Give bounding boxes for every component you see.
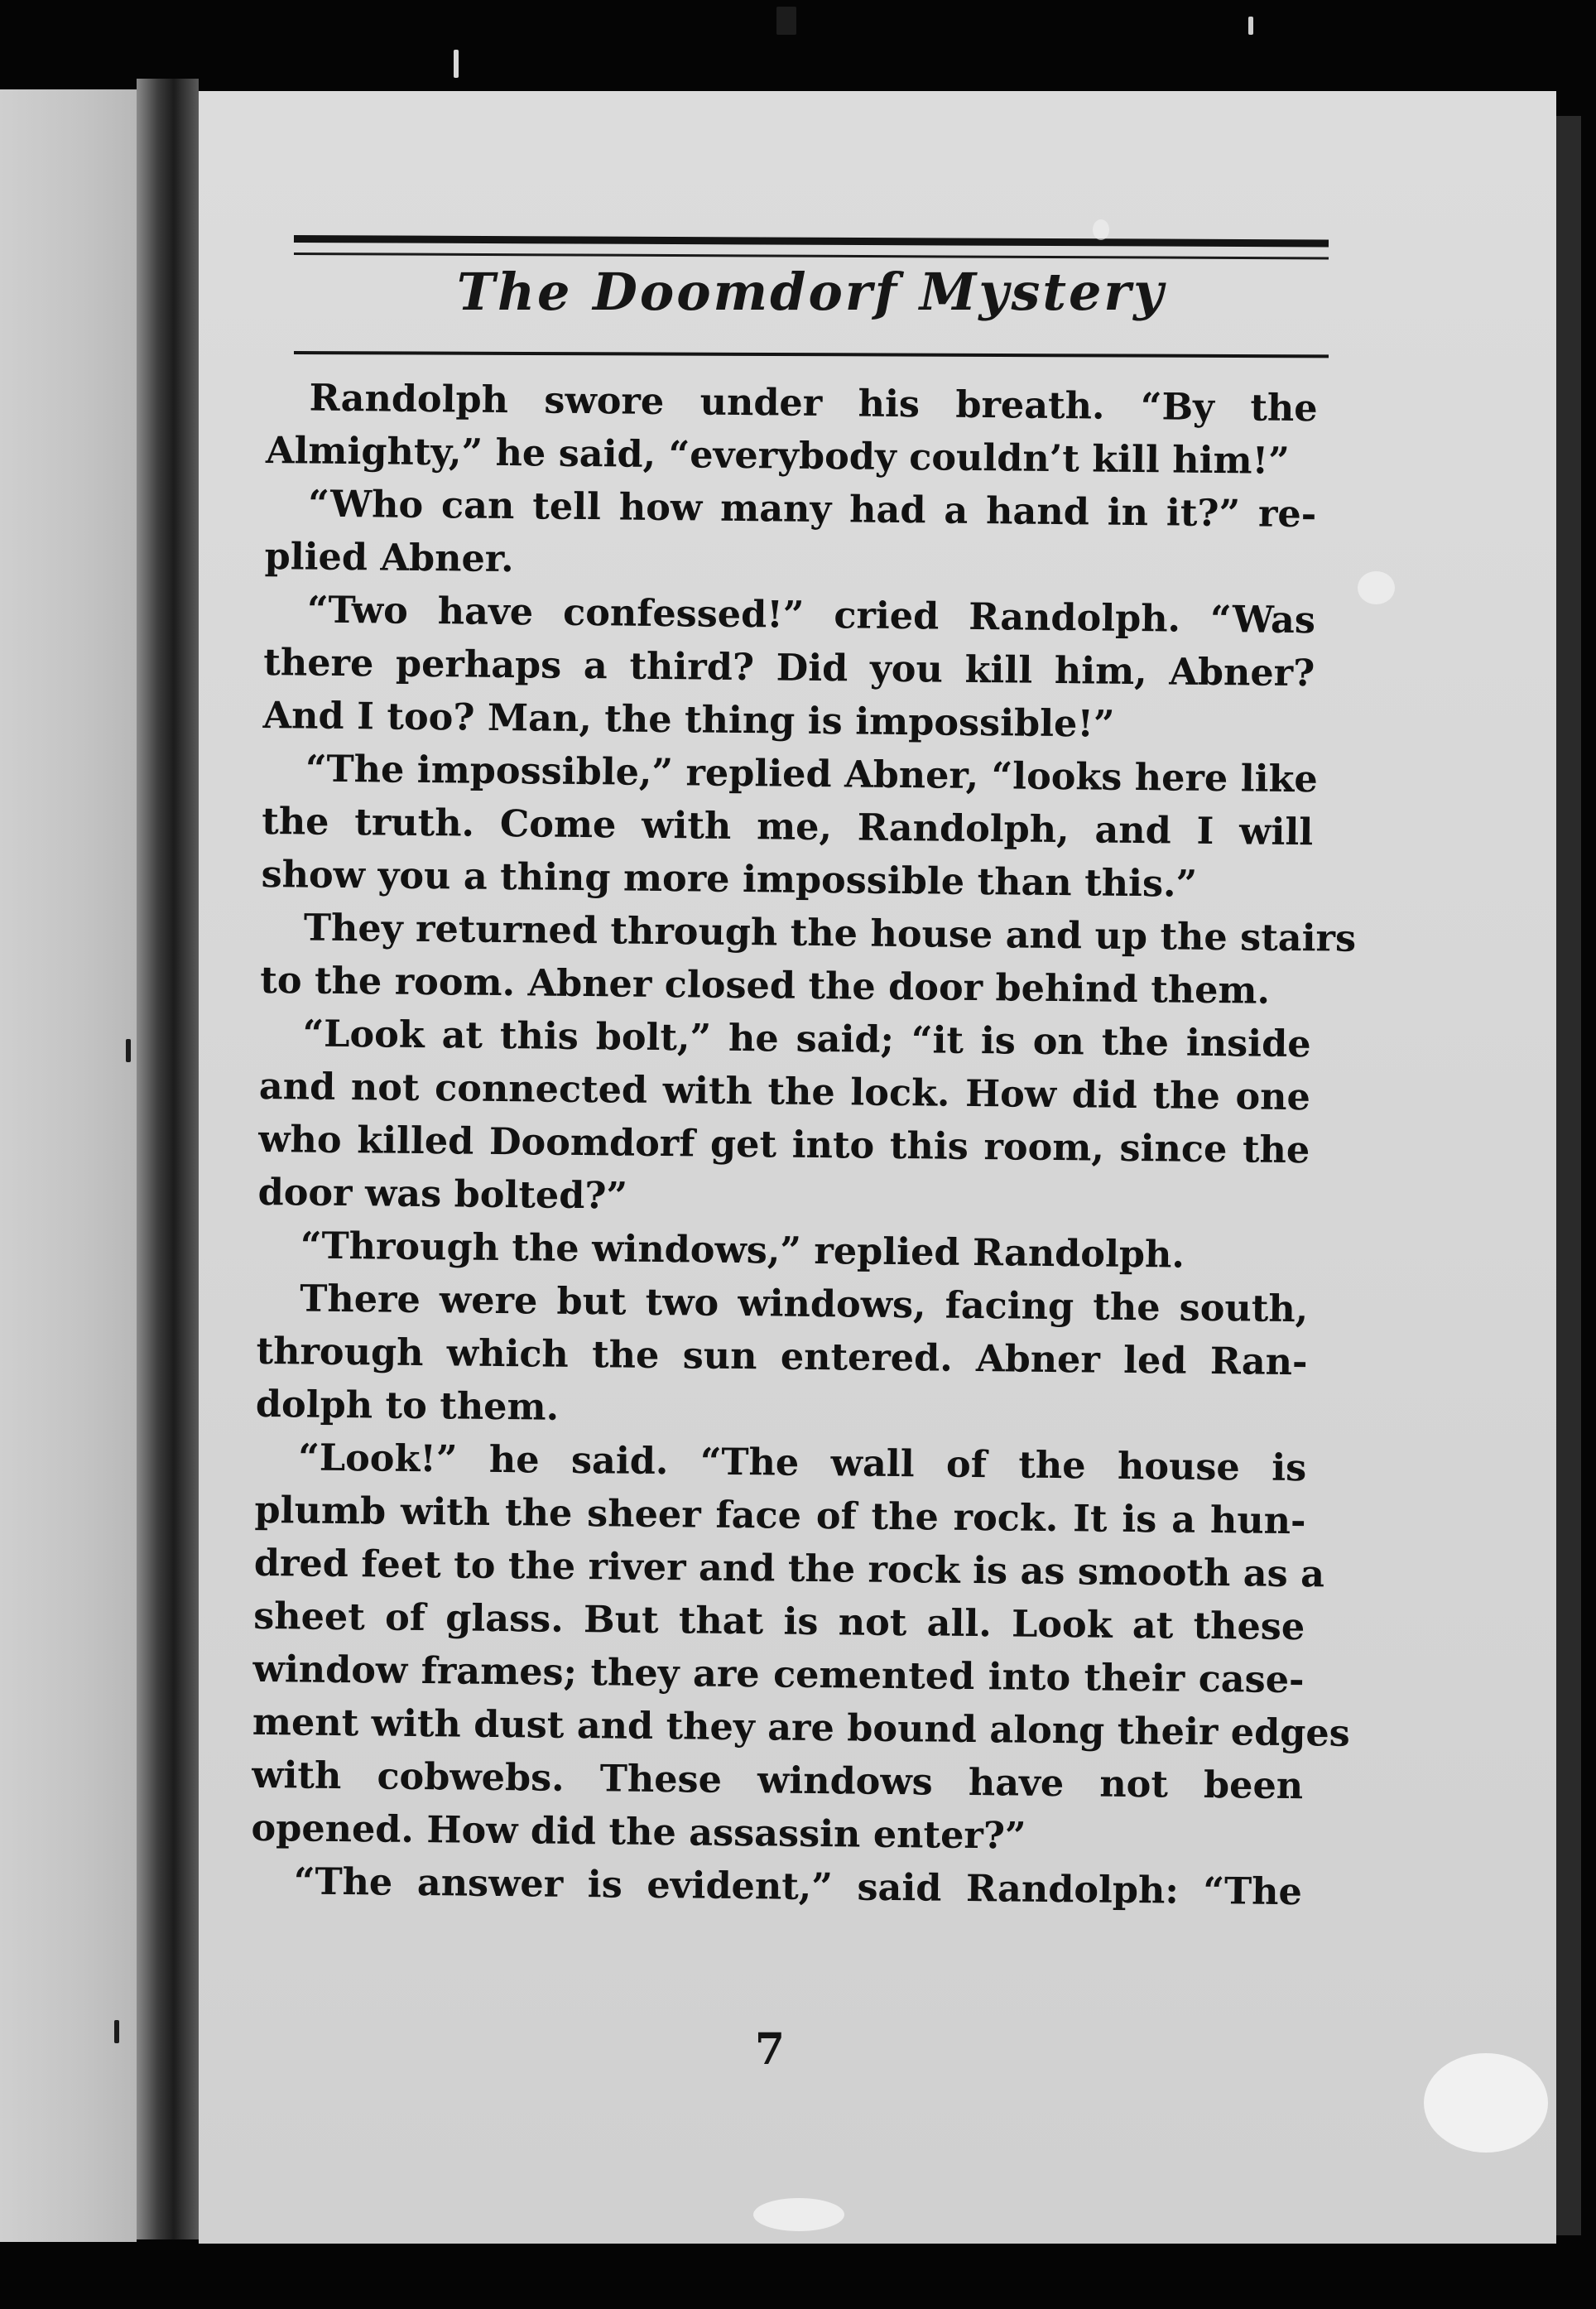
scan-speck	[1424, 2053, 1548, 2153]
left-page-edge	[0, 89, 137, 2242]
text-line: with cobwebs. These windows have not been	[251, 1753, 1304, 1808]
scan-dust	[114, 2020, 119, 2043]
text-line: And I too? Man, the thing is impossible!”	[262, 693, 1115, 746]
text-line: They returned through the house and up the stairs	[303, 906, 1357, 960]
text-line: and not connected with the lock. How did the one	[258, 1064, 1311, 1119]
text-line: “The answer is evident,” said Randolph: “The	[293, 1859, 1303, 1914]
scan-dust	[776, 7, 796, 35]
page-number: 7	[754, 2024, 786, 2075]
text-line: plied Abner.	[264, 534, 514, 581]
running-head: The Doomdorf Mystery	[456, 262, 1166, 322]
text-line: Almighty,” he said, “everybody couldn’t kill him!”	[265, 428, 1291, 483]
scan-speck	[753, 2198, 844, 2231]
text-line: through which the sun entered. Abner led Ran-	[256, 1329, 1308, 1384]
text-line: plumb with the sheer face of the rock. It is a hun-	[254, 1488, 1306, 1543]
text-line: There were but two windows, facing the south,	[299, 1277, 1309, 1331]
text-line: who killed Doomdorf get into this room, since the	[258, 1117, 1310, 1172]
body-text	[251, 371, 1357, 1918]
scan-speck	[1358, 571, 1395, 604]
scan-dust	[1248, 17, 1253, 35]
text-line: the truth. Come with me, Randolph, and I will	[262, 799, 1314, 854]
scan-speck	[1093, 219, 1109, 240]
text-line: “Look!” he said. “The wall of the house is	[297, 1436, 1307, 1490]
text-line: “Through the windows,” replied Randolph.	[300, 1224, 1185, 1277]
text-line: opened. How did the assassin enter?”	[251, 1806, 1026, 1858]
text-line: window frames; they are cemented into their case-	[252, 1647, 1305, 1702]
text-line: dolph to them.	[255, 1382, 560, 1429]
scan-dust	[126, 1039, 131, 1062]
text-line: sheet of glass. But that is not all. Look at these	[252, 1594, 1305, 1649]
text-line: dred feet to the river and the rock is as smooth as a	[253, 1541, 1325, 1596]
text-line: there perhaps a third? Did you kill him, Abner?	[263, 640, 1315, 695]
book-gutter	[137, 79, 199, 2239]
text-line: to the room. Abner closed the door behind them.	[260, 958, 1271, 1013]
text-line: show you a thing more impossible than this.”	[261, 852, 1198, 906]
page-right-edge	[1556, 116, 1581, 2235]
text-line: “The impossible,” replied Abner, “looks here like	[305, 747, 1318, 801]
text-line: ment with dust and they are bound along their edges	[252, 1700, 1351, 1755]
text-line: “Two have confessed!” cried Randolph. “Was	[306, 588, 1316, 642]
scan-dust	[454, 50, 459, 78]
text-line: “Who can tell how many had a hand in it?” re-	[308, 482, 1317, 536]
text-line: door was bolted?”	[257, 1170, 628, 1218]
text-line: “Look at this bolt,” he said; “it is on the inside	[302, 1012, 1311, 1066]
text-line: Randolph swore under his breath. “By the	[309, 376, 1318, 431]
